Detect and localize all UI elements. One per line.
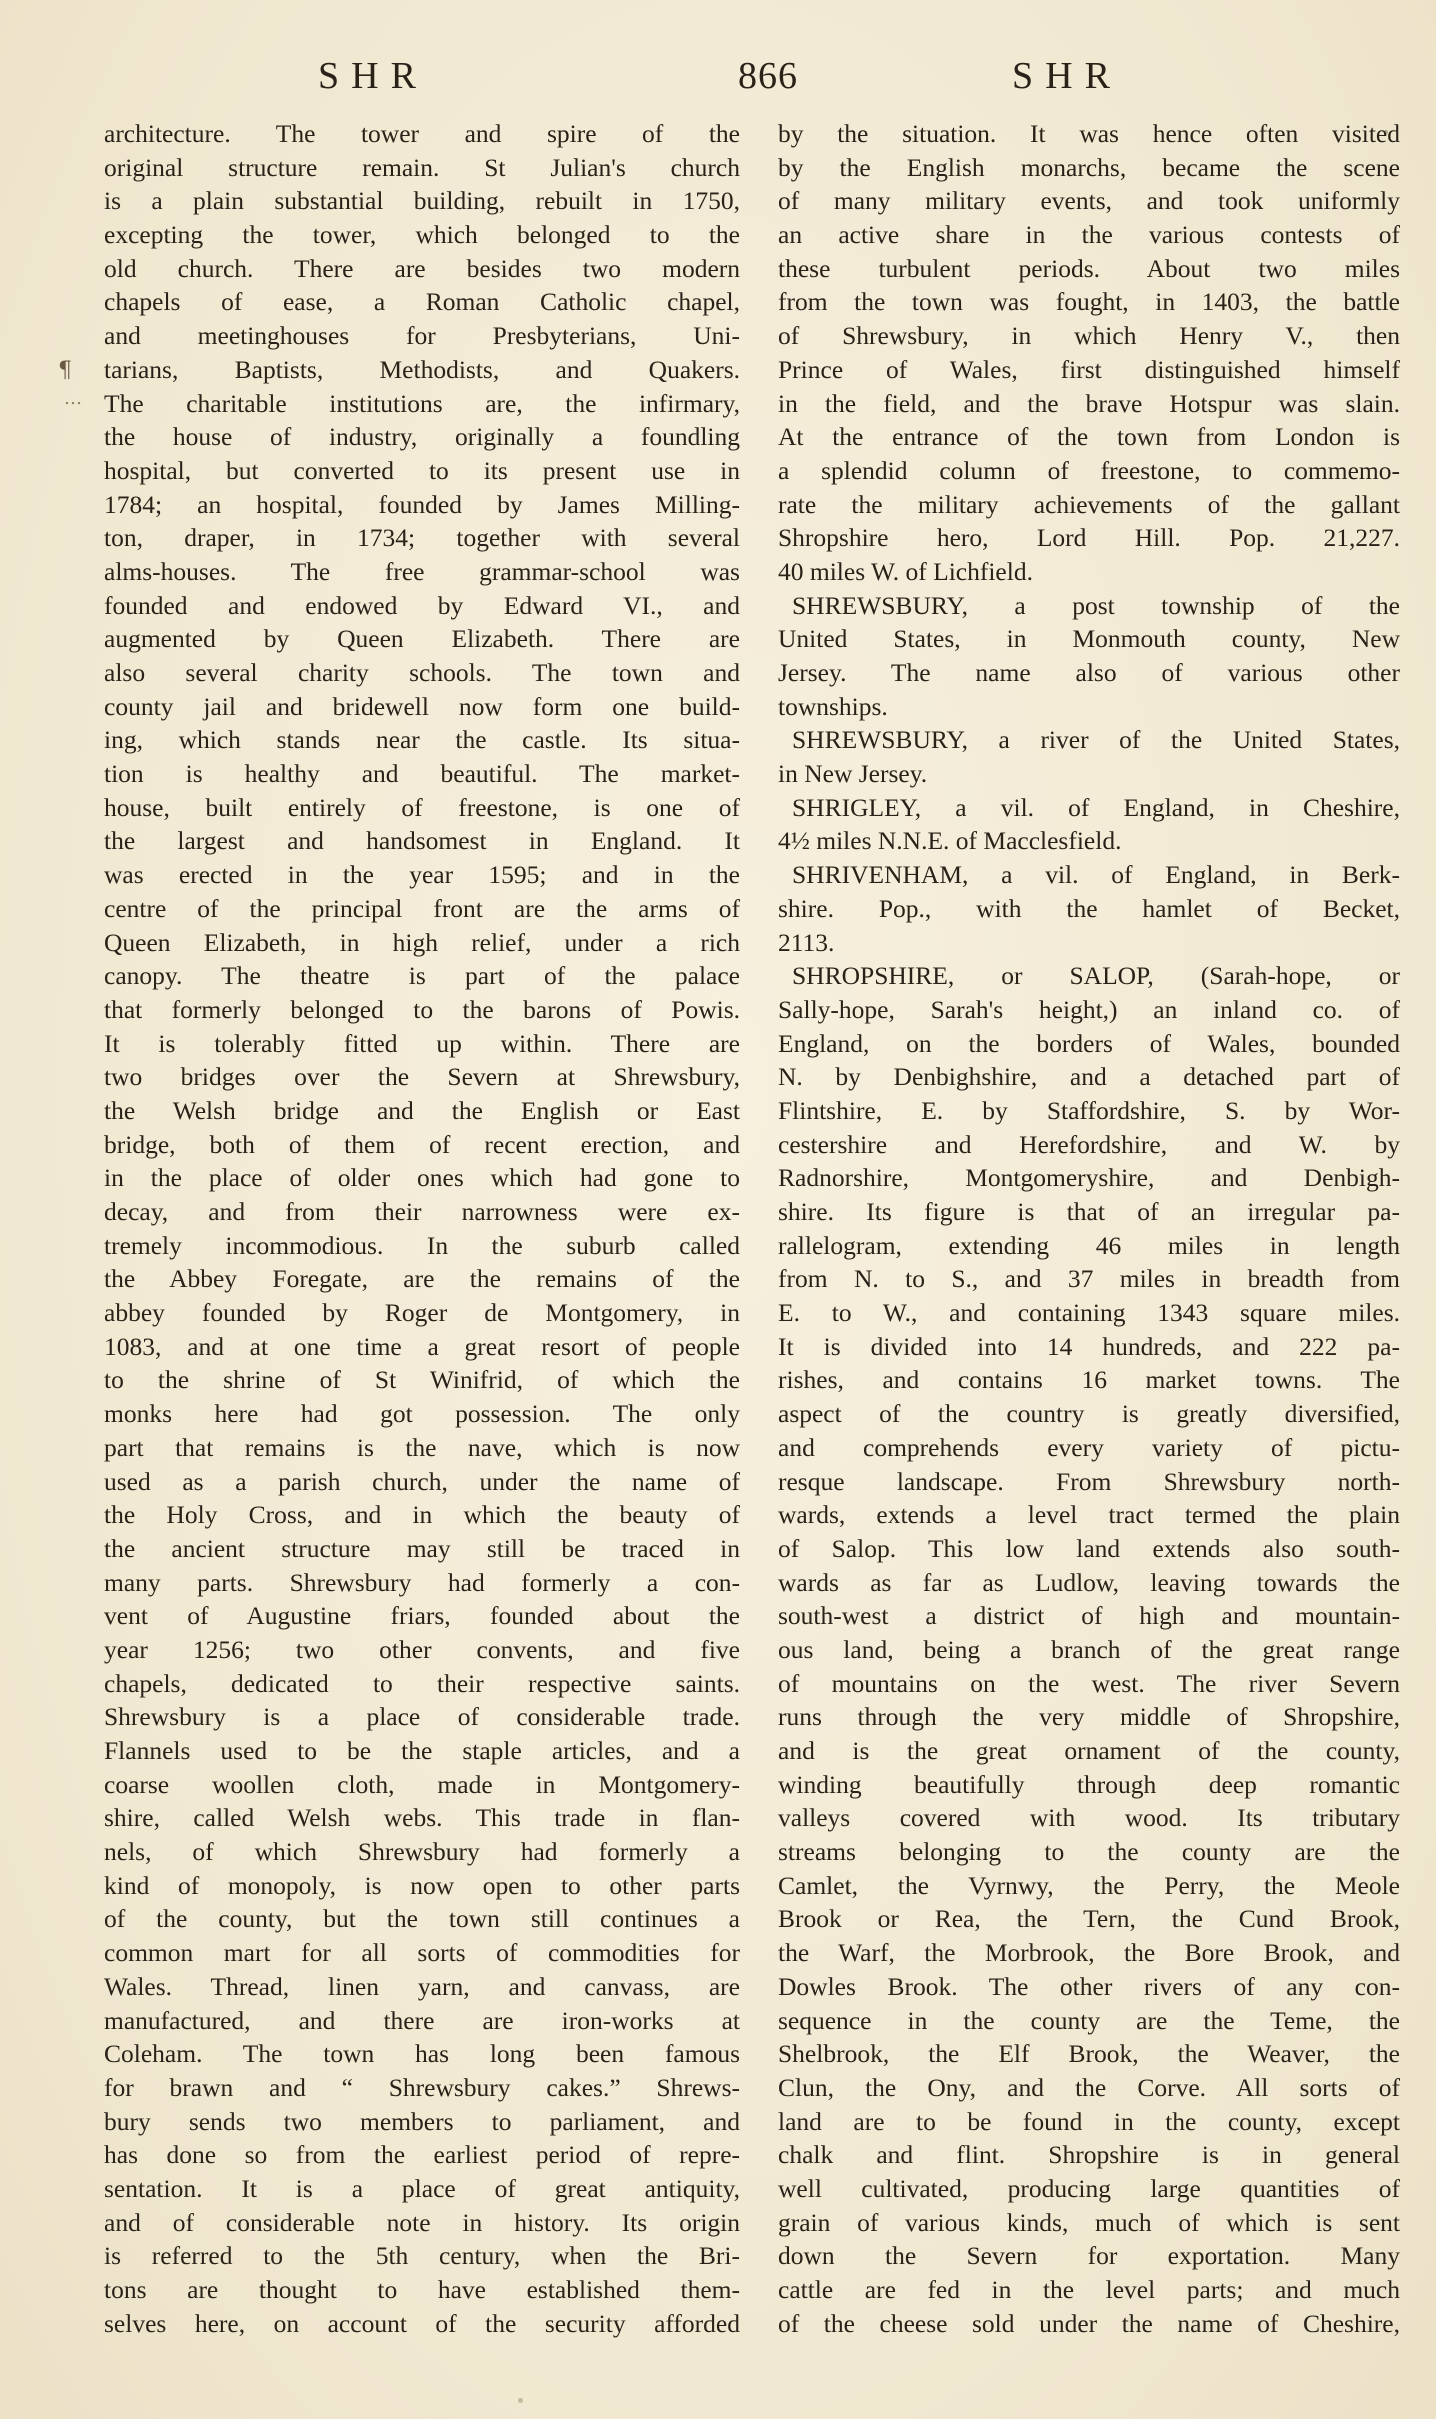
text-line: 1784; an hospital, founded by James Milling- [104,489,740,519]
text-line: nels, of which Shrewsbury had formerly a [104,1837,740,1867]
text-line: of the county, but the town still continues a [104,1904,740,1934]
text-line: coarse woollen cloth, made in Montgomery- [104,1769,740,1799]
text-line: of many military events, and took uniformly [778,186,1400,216]
text-line: 40 miles W. of Lichfield. [778,556,1033,586]
text-line: Flannels used to be the staple articles, and a [104,1736,740,1765]
text-line: was erected in the year 1595; and in the [104,860,740,890]
text-line: in New Jersey. [778,759,928,789]
text-line: SHREWSBURY, a post township of the [792,590,1400,620]
text-line: Radnorshire, Montgomeryshire, and Denbigh- [778,1163,1400,1193]
text-line: excepting the tower, which belonged to the [104,220,740,250]
text-line: Sally-hope, Sarah's height,) an inland co. of [778,994,1400,1024]
text-line: the Warf, the Morbrook, the Bore Brook, and [778,1938,1400,1968]
text-line: these turbulent periods. About two miles [778,253,1400,283]
text-line: two bridges over the Severn at Shrewsbury, [104,1062,740,1092]
text-line: rallelogram, extending 46 miles in length [778,1230,1400,1260]
text-line: chalk and flint. Shropshire is in general [778,2140,1400,2170]
text-line: by the situation. It was hence often visited [778,119,1400,148]
text-line: tremely incommodious. In the suburb called [104,1230,740,1260]
text-line: of mountains on the west. The river Severn [778,1668,1400,1698]
text-line: also several charity schools. The town and [104,658,740,687]
text-line: canopy. The theatre is part of the palace [104,961,740,991]
text-line: streams belonging to the county are the [778,1837,1400,1867]
text-line: Shrewsbury is a place of considerable trade. [104,1702,740,1732]
text-line: runs through the very middle of Shropshire, [778,1702,1400,1732]
text-line: of the cheese sold under the name of Cheshire, [778,2308,1400,2338]
text-line: aspect of the country is greatly diversified, [778,1399,1400,1429]
text-line: decay, and from their narrowness were ex- [104,1197,740,1226]
text-line: United States, in Monmouth county, New [778,624,1400,654]
text-line: of Salop. This low land extends also south- [778,1533,1400,1563]
text-line: SHRIGLEY, a vil. of England, in Cheshire, [792,792,1400,822]
margin-mark: ¶ [58,358,72,383]
text-line: shire. Pop., with the hamlet of Becket, [778,893,1400,923]
text-line: chapels, dedicated to their respective saints. [104,1668,740,1698]
text-line: tarians, Baptists, Methodists, and Quakers. [104,354,740,384]
text-line: the ancient structure may still be traced in [104,1533,740,1563]
text-line: shire. Its figure is that of an irregular pa- [778,1197,1400,1226]
text-line: and comprehends every variety of pictu- [778,1432,1400,1462]
text-line: wards as far as Ludlow, leaving towards the [778,1567,1400,1597]
text-line: chapels of ease, a Roman Catholic chapel, [104,287,740,317]
text-line: Clun, the Ony, and the Corve. All sorts of [778,2072,1400,2102]
text-line: At the entrance of the town from London is [778,422,1400,452]
text-line: E. to W., and containing 1343 square miles. [778,1298,1400,1328]
text-line: SHROPSHIRE, or SALOP, (Sarah-hope, or [792,961,1400,991]
text-line: Jersey. The name also of various other [778,658,1400,687]
text-line: alms-houses. The free grammar-school was [104,556,740,586]
text-line: Shropshire hero, Lord Hill. Pop. 21,227. [778,523,1400,553]
text-line: vent of Augustine friars, founded about the [104,1601,740,1631]
text-line: Brook or Rea, the Tern, the Cund Brook, [778,1904,1400,1934]
text-line: tion is healthy and beautiful. The market- [104,759,740,789]
text-line: down the Severn for exportation. Many [778,2241,1400,2271]
text-line: England, on the borders of Wales, bounded [778,1028,1400,1058]
text-line: the house of industry, originally a foundling [104,422,740,452]
text-line: from the town was fought, in 1403, the battle [778,287,1400,317]
text-line: kind of monopoly, is now open to other parts [104,1870,740,1900]
text-line: by the English monarchs, became the scene [778,152,1400,182]
text-line: is referred to the 5th century, when the Bri- [104,2241,740,2271]
ink-speck [518,2398,523,2403]
text-line: well cultivated, producing large quantities of [778,2173,1400,2203]
text-line: in the field, and the brave Hotspur was slain. [778,388,1400,418]
text-line: monks here had got possession. The only [104,1399,740,1429]
text-line: tons are thought to have established them- [104,2275,740,2304]
text-line: and meetinghouses for Presbyterians, Uni- [104,321,740,351]
text-line: year 1256; two other convents, and five [104,1634,740,1664]
text-line: ing, which stands near the castle. Its situa- [104,725,740,755]
margin-mark-small: … [64,388,82,409]
text-line: county jail and bridewell now form one build- [104,691,740,721]
text-line: hospital, but converted to its present use in [104,455,740,485]
text-line: N. by Denbighshire, and a detached part of [778,1062,1400,1092]
left-column [104,117,740,2340]
text-line: resque landscape. From Shrewsbury north- [778,1466,1400,1496]
text-line: and is the great ornament of the county, [778,1736,1400,1765]
text-line: architecture. The tower and spire of the [104,119,740,148]
text-line: old church. There are besides two modern [104,253,740,283]
text-line: Prince of Wales, first distinguished himself [778,354,1400,384]
text-line: Camlet, the Vyrnwy, the Perry, the Meole [778,1870,1400,1900]
text-line: sequence in the county are the Teme, the [778,2005,1400,2035]
text-line: common mart for all sorts of commodities for [104,1938,740,1968]
text-line: 2113. [778,927,835,957]
text-line: 4½ miles N.N.E. of Macclesfield. [778,826,1122,856]
text-line: from N. to S., and 37 miles in breadth from [778,1264,1400,1294]
text-line: for brawn and “ Shrewsbury cakes.” Shrews- [104,2072,740,2102]
right-column [778,117,1400,2340]
text-line: rishes, and contains 16 market towns. The [778,1365,1400,1395]
text-line: bridge, both of them of recent erection, and [104,1129,740,1159]
text-line: is a plain substantial building, rebuilt in 1750, [104,186,740,216]
text-line: winding beautifully through deep romantic [778,1769,1400,1799]
text-line: a splendid column of freestone, to commemo- [778,455,1400,485]
text-line: to the shrine of St Winifrid, of which the [104,1365,740,1395]
text-line: Flintshire, E. by Staffordshire, S. by Wor- [778,1095,1400,1125]
page-number: 866 [738,55,798,97]
text-line: augmented by Queen Elizabeth. There are [104,624,740,654]
text-line: It is divided into 14 hundreds, and 222 pa- [778,1331,1400,1361]
text-line: Dowles Brook. The other rivers of any con- [778,1971,1400,2001]
text-line: Queen Elizabeth, in high relief, under a rich [104,927,740,957]
text-line: an active share in the various contests of [778,220,1400,250]
text-line: has done so from the earliest period of repre- [104,2140,740,2170]
text-line: Shelbrook, the Elf Brook, the Weaver, the [778,2039,1400,2069]
text-line: original structure remain. St Julian's church [104,152,740,182]
header-left: SHR [318,55,428,97]
text-line: valleys covered with wood. Its tributary [778,1803,1400,1833]
text-line: south-west a district of high and mountain- [778,1601,1400,1631]
text-line: selves here, on account of the security afforded [104,2308,740,2338]
text-line: cattle are fed in the level parts; and much [778,2275,1400,2304]
text-line: SHRIVENHAM, a vil. of England, in Berk- [792,860,1400,890]
text-line: founded and endowed by Edward VI., and [104,590,740,620]
text-line: that formerly belonged to the barons of Powis. [104,994,740,1024]
running-header [0,54,1436,104]
text-line: abbey founded by Roger de Montgomery, in [104,1298,740,1328]
text-line: ous land, being a branch of the great range [778,1634,1400,1664]
text-line: ton, draper, in 1734; together with several [104,523,740,553]
text-line: the largest and handsomest in England. It [104,826,740,856]
text-line: The charitable institutions are, the infirmary, [104,388,740,418]
text-line: Wales. Thread, linen yarn, and canvass, are [104,1971,740,2001]
text-line: It is tolerably fitted up within. There are [104,1028,740,1058]
text-line: the Holy Cross, and in which the beauty of [104,1500,740,1530]
text-line: many parts. Shrewsbury had formerly a con- [104,1567,740,1597]
text-line: the Abbey Foregate, are the remains of the [104,1264,740,1294]
text-line: grain of various kinds, much of which is sent [778,2207,1400,2237]
text-line: cestershire and Herefordshire, and W. by [778,1129,1400,1159]
text-line: Coleham. The town has long been famous [104,2039,740,2069]
text-line: centre of the principal front are the arms of [104,893,740,923]
text-line: townships. [778,691,888,721]
text-line: the Welsh bridge and the English or East [104,1095,740,1125]
text-line: SHREWSBURY, a river of the United States, [792,725,1400,755]
text-line: in the place of older ones which had gone to [104,1163,740,1193]
text-line: and of considerable note in history. Its origin [104,2207,740,2237]
text-line: manufactured, and there are iron-works at [104,2005,740,2035]
text-line: part that remains is the nave, which is now [104,1432,740,1462]
text-line: 1083, and at one time a great resort of people [104,1331,740,1361]
text-line: used as a parish church, under the name of [104,1466,740,1496]
text-line: land are to be found in the county, except [778,2106,1400,2136]
text-line: rate the military achievements of the gallant [778,489,1400,519]
text-line: wards, extends a level tract termed the plain [778,1500,1400,1530]
text-line: house, built entirely of freestone, is one of [104,792,740,822]
text-line: bury sends two members to parliament, and [104,2106,740,2136]
text-line: shire, called Welsh webs. This trade in flan- [104,1803,740,1833]
text-line: of Shrewsbury, in which Henry V., then [778,321,1400,351]
text-line: sentation. It is a place of great antiquity, [104,2173,740,2203]
header-right: SHR [1012,55,1122,97]
